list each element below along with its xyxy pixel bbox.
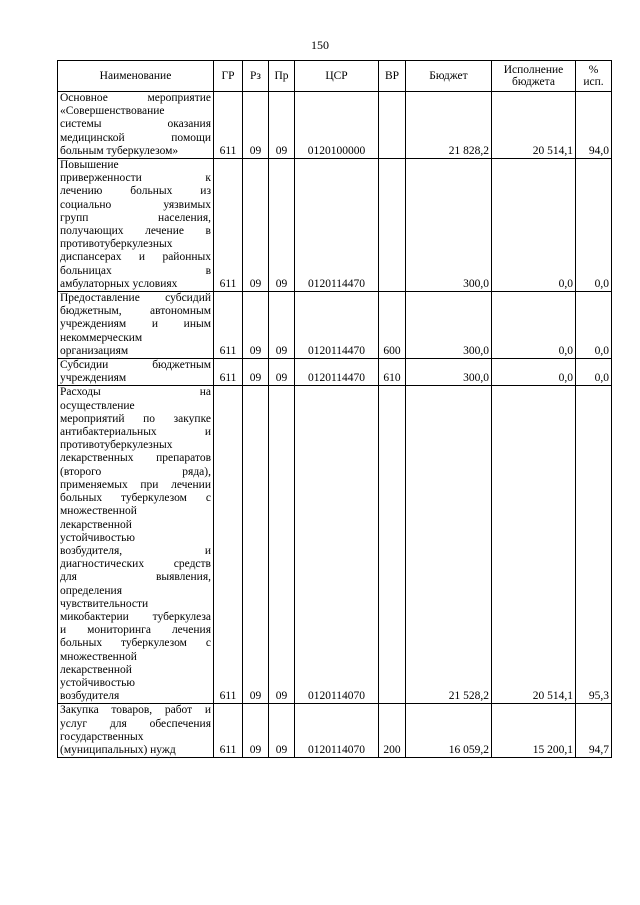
header-execution — [492, 61, 576, 92]
cell-name-line: возбудителя — [60, 690, 120, 703]
cell-name-line: приверженности к — [60, 172, 211, 185]
cell-name-line: больным туберкулезом» — [60, 144, 179, 157]
cell-execution: 0,0 — [492, 159, 576, 292]
header-budget: Бюджет — [406, 61, 492, 92]
cell-name — [58, 386, 214, 704]
cell-execution: 0,0 — [492, 292, 576, 359]
budget-table — [57, 60, 612, 758]
cell-name-line: некоммерческим — [60, 331, 143, 344]
cell-csr: 0120114070 — [295, 386, 379, 704]
cell-name-line: групп населения, — [60, 211, 211, 224]
cell-name-line: государственных — [60, 730, 144, 743]
header-percent-line1: % — [588, 64, 599, 76]
cell-rz: 09 — [243, 159, 269, 292]
table-row — [58, 159, 612, 292]
cell-budget: 16 059,2 — [406, 704, 492, 758]
cell-execution: 20 514,1 — [492, 386, 576, 704]
header-csr: ЦСР — [295, 61, 379, 92]
cell-execution: 20 514,1 — [492, 92, 576, 159]
cell-name-line: (второго ряда), — [60, 465, 211, 478]
cell-percent: 94,0 — [576, 92, 612, 159]
cell-vr — [379, 92, 406, 159]
cell-name-line: мероприятий по закупке — [60, 412, 211, 425]
cell-budget: 300,0 — [406, 159, 492, 292]
header-gr: ГР — [214, 61, 243, 92]
cell-name — [58, 704, 214, 758]
cell-name-line: диспансерах и районных — [60, 251, 211, 264]
cell-rz: 09 — [243, 292, 269, 359]
header-execution-line2: бюджета — [512, 76, 555, 88]
cell-percent: 0,0 — [576, 159, 612, 292]
cell-vr: 600 — [379, 292, 406, 359]
cell-name-line: осуществление — [60, 399, 135, 412]
table-row — [58, 92, 612, 159]
header-percent — [576, 61, 612, 92]
cell-name — [58, 159, 214, 292]
cell-name-line: учреждениям — [60, 372, 127, 385]
cell-pr: 09 — [269, 359, 295, 386]
cell-gr: 611 — [214, 292, 243, 359]
cell-name — [58, 359, 214, 386]
cell-name-line: медицинской помощи — [60, 131, 211, 144]
cell-csr: 0120114470 — [295, 159, 379, 292]
cell-gr: 611 — [214, 92, 243, 159]
cell-rz: 09 — [243, 92, 269, 159]
header-execution-line1: Исполнение — [503, 64, 564, 76]
table-row — [58, 386, 612, 704]
cell-name-line: противотуберкулезных — [60, 238, 173, 251]
cell-gr: 611 — [214, 359, 243, 386]
cell-name-line: лекарственной — [60, 663, 132, 676]
cell-name-line: множественной — [60, 650, 137, 663]
cell-name-line: Субсидии бюджетным — [60, 359, 211, 372]
table-body — [58, 92, 612, 758]
cell-name-line: больных туберкулезом с — [60, 637, 211, 650]
cell-name-line: системы оказания — [60, 118, 211, 131]
cell-name — [58, 292, 214, 359]
cell-budget: 21 828,2 — [406, 92, 492, 159]
cell-name-line: возбудителя, и — [60, 544, 211, 557]
cell-csr: 0120114470 — [295, 359, 379, 386]
header-pr: Пр — [269, 61, 295, 92]
cell-name-line: Основное мероприятие — [60, 92, 211, 104]
cell-gr: 611 — [214, 386, 243, 704]
cell-gr: 611 — [214, 704, 243, 758]
cell-name-line: определения — [60, 584, 123, 597]
header-name: Наименование — [58, 61, 214, 92]
cell-name-line: Повышение — [60, 159, 119, 172]
cell-name-line: бюджетным, автономным — [60, 305, 211, 318]
cell-percent: 94,7 — [576, 704, 612, 758]
cell-name-line: устойчивостью — [60, 676, 135, 689]
cell-name-line: больных туберкулезом с — [60, 492, 211, 505]
table-row — [58, 359, 612, 386]
cell-pr: 09 — [269, 292, 295, 359]
header-rz: Рз — [243, 61, 269, 92]
cell-name-line: организациям — [60, 344, 129, 357]
cell-csr: 0120114070 — [295, 704, 379, 758]
table-header-row — [58, 61, 612, 92]
cell-execution: 15 200,1 — [492, 704, 576, 758]
cell-budget: 300,0 — [406, 359, 492, 386]
cell-pr: 09 — [269, 704, 295, 758]
cell-name-line: для выявления, — [60, 571, 211, 584]
cell-name — [58, 92, 214, 159]
cell-name-line: лечению больных из — [60, 185, 211, 198]
cell-name-line: амбулаторных условиях — [60, 277, 178, 290]
cell-budget: 300,0 — [406, 292, 492, 359]
cell-name-line: чувствительности — [60, 597, 149, 610]
cell-vr — [379, 386, 406, 704]
cell-pr: 09 — [269, 159, 295, 292]
cell-name-line: противотуберкулезных — [60, 439, 173, 452]
cell-percent: 0,0 — [576, 359, 612, 386]
cell-csr: 0120114470 — [295, 292, 379, 359]
cell-name-line: получающих лечение в — [60, 225, 211, 238]
cell-csr: 0120100000 — [295, 92, 379, 159]
page-number: 150 — [311, 38, 329, 52]
cell-name-line: устойчивостью — [60, 531, 135, 544]
cell-name-line: антибактериальных и — [60, 426, 211, 439]
cell-pr: 09 — [269, 386, 295, 704]
cell-name-line: Расходы на — [60, 386, 211, 399]
header-percent-line2: исп. — [583, 76, 604, 88]
cell-name-line: лекарственных препаратов — [60, 452, 211, 465]
cell-name-line: социально уязвимых — [60, 198, 211, 211]
cell-name-line: больницах в — [60, 264, 211, 277]
cell-gr: 611 — [214, 159, 243, 292]
cell-vr: 200 — [379, 704, 406, 758]
cell-percent: 95,3 — [576, 386, 612, 704]
cell-name-line: диагностических средств — [60, 558, 211, 571]
cell-rz: 09 — [243, 704, 269, 758]
cell-pr: 09 — [269, 92, 295, 159]
cell-name-line: (муниципальных) нужд — [60, 743, 176, 756]
cell-name-line: услуг для обеспечения — [60, 717, 211, 730]
header-vr: ВР — [379, 61, 406, 92]
cell-name-line: микобактерии туберкулеза — [60, 610, 211, 623]
cell-rz: 09 — [243, 386, 269, 704]
cell-name-line: Закупка товаров, работ и — [60, 704, 211, 717]
cell-execution: 0,0 — [492, 359, 576, 386]
cell-percent: 0,0 — [576, 292, 612, 359]
cell-budget: 21 528,2 — [406, 386, 492, 704]
cell-name-line: и мониторинга лечения — [60, 624, 211, 637]
cell-name-line: множественной — [60, 505, 137, 518]
cell-vr: 610 — [379, 359, 406, 386]
cell-name-line: применяемых при лечении — [60, 478, 211, 491]
cell-vr — [379, 159, 406, 292]
cell-rz: 09 — [243, 359, 269, 386]
table-row — [58, 292, 612, 359]
cell-name-line: Предоставление субсидий — [60, 292, 211, 305]
cell-name-line: лекарственной — [60, 518, 132, 531]
cell-name-line: «Совершенствование — [60, 105, 165, 118]
cell-name-line: учреждениям и иным — [60, 318, 211, 331]
table-row — [58, 704, 612, 758]
